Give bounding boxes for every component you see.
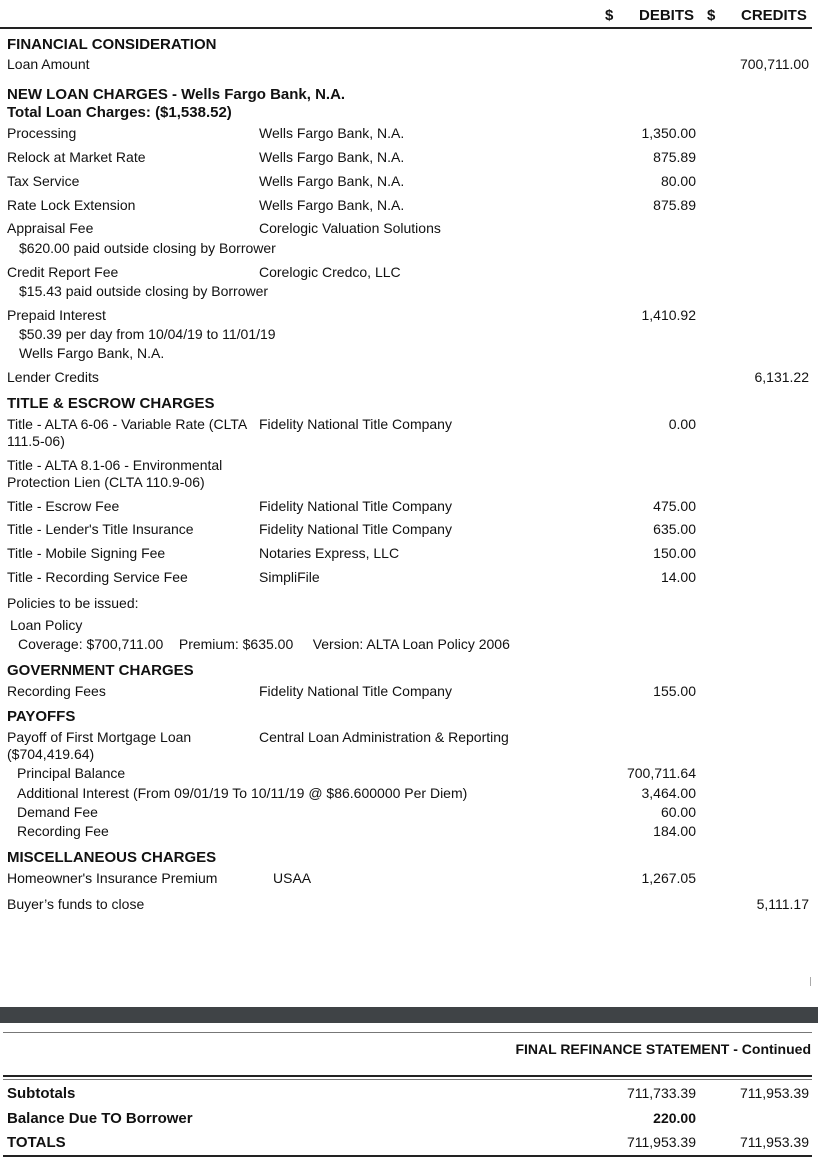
section-government-charges: GOVERNMENT CHARGES xyxy=(7,662,194,679)
section-financial-consideration: FINANCIAL CONSIDERATION xyxy=(7,36,217,53)
charge-debit: 80.00 xyxy=(660,173,696,189)
charge-payee: Wells Fargo Bank, N.A. xyxy=(259,197,405,213)
page-edge-mark xyxy=(810,977,811,986)
title-charge-payee: Notaries Express, LLC xyxy=(259,545,400,561)
policies-label: Policies to be issued: xyxy=(7,595,139,611)
charge-payee: Corelogic Valuation Solutions xyxy=(259,220,441,236)
charge-label: Tax Service xyxy=(7,173,80,189)
payoff-item-label: Principal Balance xyxy=(17,765,126,781)
charge-label: Relock at Market Rate xyxy=(7,149,146,165)
totals-top-rule xyxy=(3,1075,812,1077)
total-loan-charges: Total Loan Charges: ($1,538.52) xyxy=(7,104,232,121)
charge-debit: 875.89 xyxy=(653,197,696,213)
section-payoffs: PAYOFFS xyxy=(7,708,76,725)
payoff-item-debit: 184.00 xyxy=(653,823,696,839)
footer-top-rule xyxy=(3,1032,812,1033)
buyers-funds-credit: 5,111.17 xyxy=(756,896,809,912)
subtotals-credit: 711,953.39 xyxy=(739,1085,809,1101)
balance-due-debit: 220.00 xyxy=(653,1110,696,1126)
recording-fees-payee: Fidelity National Title Company xyxy=(259,683,452,699)
payoff-item-debit: 3,464.00 xyxy=(641,785,696,801)
recording-fees-label: Recording Fees xyxy=(7,683,106,699)
totals-top-rule-thin xyxy=(3,1079,812,1080)
dollar-sign-debits: $ xyxy=(605,7,614,24)
payoff-amount: ($704,419.64) xyxy=(7,746,95,762)
insurance-premium-payee: USAA xyxy=(273,870,312,886)
payoff-item-label: Demand Fee xyxy=(17,804,98,820)
payoff-item-label: Recording Fee xyxy=(17,823,109,839)
charge-label: Rate Lock Extension xyxy=(7,197,136,213)
lender-credits-credit: 6,131.22 xyxy=(754,369,809,385)
section-new-loan-charges: NEW LOAN CHARGES - Wells Fargo Bank, N.A. xyxy=(7,86,346,103)
payoff-item-label: Additional Interest (From 09/01/19 To 10/11/19 @ $86.600000 Per Diem) xyxy=(17,785,468,801)
alta-606-label-cont: 111.5-06) xyxy=(7,433,65,449)
payoff-item-debit: 700,711.64 xyxy=(626,765,696,781)
payoff-payee: Central Loan Administration & Reporting xyxy=(259,729,509,745)
charge-payee: Corelogic Credco, LLC xyxy=(259,264,401,280)
alta-81-label-cont: Protection Lien (CLTA 110.9-06) xyxy=(7,474,205,490)
header-rule xyxy=(0,27,812,29)
charge-debit: 875.89 xyxy=(653,149,696,165)
policy-detail: Coverage: $700,711.00 Premium: $635.00 Version: ALTA Loan Policy 2006 xyxy=(18,636,510,652)
subtotals-label: Subtotals xyxy=(7,1085,76,1102)
balance-due-label: Balance Due TO Borrower xyxy=(7,1110,193,1127)
policy-name: Loan Policy xyxy=(10,617,83,633)
charge-payee: Wells Fargo Bank, N.A. xyxy=(259,173,405,189)
statement-title: FINAL REFINANCE STATEMENT - Continued xyxy=(515,1041,811,1057)
title-charge-payee: Fidelity National Title Company xyxy=(259,521,452,537)
alta-606-label: Title - ALTA 6-06 - Variable Rate (CLTA xyxy=(7,416,248,432)
title-charge-label: Title - Lender's Title Insurance xyxy=(7,521,194,537)
prepaid-interest-label: Prepaid Interest xyxy=(7,307,106,323)
title-charge-label: Title - Mobile Signing Fee xyxy=(7,545,166,561)
charge-payee: Wells Fargo Bank, N.A. xyxy=(259,149,405,165)
section-miscellaneous-charges: MISCELLANEOUS CHARGES xyxy=(7,849,217,866)
dollar-sign-credits: $ xyxy=(707,7,716,24)
charge-note: $15.43 paid outside closing by Borrower xyxy=(19,283,269,299)
recording-fees-debit: 155.00 xyxy=(653,683,696,699)
prepaid-interest-payee: Wells Fargo Bank, N.A. xyxy=(19,345,165,361)
title-charge-debit: 14.00 xyxy=(660,569,696,585)
charge-note: $620.00 paid outside closing by Borrower xyxy=(19,240,276,256)
totals-bottom-rule xyxy=(3,1155,812,1157)
payoff-label: Payoff of First Mortgage Loan xyxy=(7,729,192,745)
charge-label: Appraisal Fee xyxy=(7,220,94,236)
prepaid-interest-debit: 1,410.92 xyxy=(641,307,696,323)
title-charge-debit: 475.00 xyxy=(653,498,696,514)
loan-amount-label: Loan Amount xyxy=(7,56,90,72)
credits-header: CREDITS xyxy=(741,7,807,24)
title-charge-payee: Fidelity National Title Company xyxy=(259,498,452,514)
title-charge-label: Title - Recording Service Fee xyxy=(7,569,188,585)
totals-credit: 711,953.39 xyxy=(739,1134,809,1150)
page-break-band xyxy=(0,1007,818,1023)
title-charge-payee: SimpliFile xyxy=(259,569,320,585)
charge-label: Processing xyxy=(7,125,77,141)
title-charge-debit: 635.00 xyxy=(653,521,696,537)
insurance-premium-debit: 1,267.05 xyxy=(641,870,696,886)
insurance-premium-label: Homeowner's Insurance Premium xyxy=(7,870,218,886)
alta-606-debit: 0.00 xyxy=(668,416,696,432)
prepaid-interest-note: $50.39 per day from 10/04/19 to 11/01/19 xyxy=(19,326,276,342)
alta-81-label: Title - ALTA 8.1-06 - Environmental xyxy=(7,457,223,473)
title-charge-label: Title - Escrow Fee xyxy=(7,498,120,514)
lender-credits-label: Lender Credits xyxy=(7,369,99,385)
loan-amount-credit: 700,711.00 xyxy=(739,56,809,72)
charge-debit: 1,350.00 xyxy=(641,125,696,141)
totals-debit: 711,953.39 xyxy=(626,1134,696,1150)
totals-label: TOTALS xyxy=(7,1134,66,1151)
buyers-funds-label: Buyer’s funds to close xyxy=(7,896,145,912)
title-charge-debit: 150.00 xyxy=(653,545,696,561)
alta-606-payee: Fidelity National Title Company xyxy=(259,416,452,432)
payoff-item-debit: 60.00 xyxy=(660,804,696,820)
charge-label: Credit Report Fee xyxy=(7,264,119,280)
debits-header: DEBITS xyxy=(639,7,695,24)
subtotals-debit: 711,733.39 xyxy=(626,1085,696,1101)
charge-payee: Wells Fargo Bank, N.A. xyxy=(259,125,405,141)
section-title-escrow: TITLE & ESCROW CHARGES xyxy=(7,395,215,412)
